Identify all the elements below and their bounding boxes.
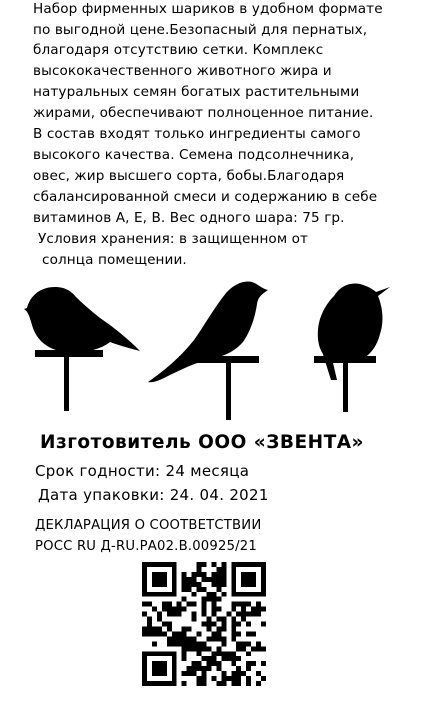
manufacturer: Изготовитель ООО «ЗВЕНТА» (40, 432, 364, 453)
bird-right-icon (314, 284, 390, 413)
description-line: витаминов А, Е, В. Вес одного шара: 75 гр. (33, 210, 345, 226)
description-line: благодаря отсутствию сетки. Комплекс (33, 42, 324, 58)
bird-middle-icon (148, 281, 268, 420)
description-line: Условия хранения: в защищенном от (38, 231, 309, 247)
description-line: солнца помещении. (42, 252, 187, 268)
qr-code-icon (142, 562, 266, 686)
description-line: по выгодной цене.Безопасный для пернатых, (33, 22, 368, 38)
declaration-title: ДЕКЛАРАЦИЯ О СООТВЕТСТВИИ (35, 518, 262, 533)
description-line: овес, жир высшего сорта, бобы.Благодаря (33, 168, 345, 184)
description-line: высококачественного животного жира и (33, 63, 332, 79)
description-line: В состав входят только ингредиенты самого (33, 126, 361, 142)
product-description (0, 0, 425, 280)
description-line: натуральных семян богатых растительными (33, 84, 360, 100)
description-line: Набор фирменных шариков в удобном формате (33, 1, 383, 17)
description-line: сбалансированной смеси и содержанию в себе (33, 189, 378, 205)
birds-illustration (0, 270, 425, 420)
shelf-life: Срок годности: 24 месяца (35, 462, 250, 480)
description-line: жирами, обеспечивают полноценное питание. (33, 105, 374, 121)
declaration-number: РОСС RU Д-RU.РА02.В.00925/21 (35, 539, 257, 554)
packing-date: Дата упаковки: 24. 04. 2021 (38, 486, 269, 504)
description-line: высокого качества. Семена подсолнечника, (33, 147, 355, 163)
bird-left-icon (24, 287, 140, 411)
